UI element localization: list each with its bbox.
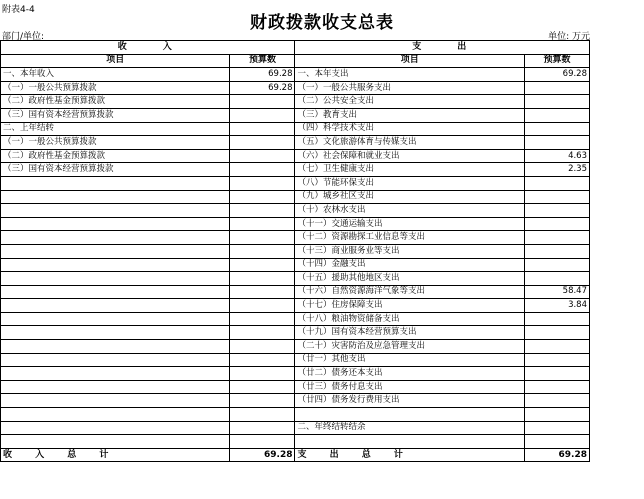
income-item-cell: 一、本年收入 [1,68,230,82]
income-item-cell [1,340,230,354]
income-amount-cell [230,95,295,109]
expense-header: 支 出 [295,41,590,55]
expense-item-cell: （四）科学技术支出 [295,122,524,136]
table-row [1,312,590,326]
income-item-cell [1,272,230,286]
table-row [1,299,590,313]
expense-item-cell: （六）社会保障和就业支出 [295,149,524,163]
income-amount-cell [230,244,295,258]
income-item-cell [1,367,230,381]
expense-amount-cell [524,244,589,258]
income-total-label: 收 入 总 计 [1,448,230,462]
expense-total-label: 支 出 总 计 [295,448,524,462]
expense-budget-header: 预算数 [524,54,589,68]
table-row [1,285,590,299]
income-item-cell [1,326,230,340]
expense-item-cell: （廿三）债务付息支出 [295,380,524,394]
income-amount-cell [230,258,295,272]
expense-item-cell: 一、本年支出 [295,68,524,82]
expense-item-cell: （廿二）债务还本支出 [295,367,524,381]
income-amount-cell [230,217,295,231]
income-amount-cell [230,136,295,150]
table-row [1,244,590,258]
expense-item-cell [295,435,524,449]
expense-amount-cell [524,394,589,408]
table-row [1,408,590,422]
income-amount-cell: 69.28 [230,68,295,82]
income-item-cell [1,408,230,422]
table-row [1,95,590,109]
expense-item-cell: （十）农林水支出 [295,204,524,218]
expense-item-cell: （十五）援助其他地区支出 [295,272,524,286]
table-row [1,258,590,272]
expense-amount-cell [524,326,589,340]
expense-item-cell: （十四）金融支出 [295,258,524,272]
income-amount-cell [230,231,295,245]
income-item-cell [1,421,230,435]
annex-label: 附表4-4 [2,5,35,15]
income-item-cell [1,176,230,190]
income-amount-cell [230,272,295,286]
expense-amount-cell [524,312,589,326]
expense-item-cell: （十六）自然资源海洋气象等支出 [295,285,524,299]
page-title: 财政拨款收支总表 [250,13,394,33]
expense-item-cell: （二）公共安全支出 [295,95,524,109]
expense-item-cell: （十三）商业服务业等支出 [295,244,524,258]
expense-item-cell: （十九）国有资本经营预算支出 [295,326,524,340]
income-amount-cell [230,299,295,313]
expense-amount-cell [524,258,589,272]
income-amount-cell [230,163,295,177]
table-row [1,326,590,340]
expense-item-cell: （七）卫生健康支出 [295,163,524,177]
expense-item-cell: （一）一般公共服务支出 [295,81,524,95]
expense-amount-cell [524,204,589,218]
expense-amount-cell [524,367,589,381]
expense-item-cell: （廿四）债务发行费用支出 [295,394,524,408]
income-amount-cell [230,380,295,394]
income-amount-cell [230,421,295,435]
expense-item-header: 项目 [295,54,524,68]
expense-amount-cell [524,190,589,204]
income-item-cell [1,244,230,258]
income-amount-cell [230,149,295,163]
table-row [1,136,590,150]
table-row [1,353,590,367]
table-row [1,204,590,218]
table-row [1,163,590,177]
expense-amount-cell: 4.63 [524,149,589,163]
expense-amount-cell [524,176,589,190]
income-item-cell [1,435,230,449]
income-amount-cell [230,435,295,449]
expense-item-cell: （十八）粮油物资储备支出 [295,312,524,326]
expense-amount-cell [524,136,589,150]
table-row [1,394,590,408]
table-row [1,176,590,190]
income-amount-cell [230,312,295,326]
table-row [1,149,590,163]
expense-item-cell [295,408,524,422]
income-item-header: 项目 [1,54,230,68]
expense-amount-cell [524,81,589,95]
totals-row [1,448,590,462]
income-amount-cell [230,108,295,122]
income-item-cell [1,190,230,204]
unit-label: 单位: 万元 [548,32,590,42]
income-item-cell [1,258,230,272]
expense-item-cell: （廿一）其他支出 [295,353,524,367]
table-row [1,122,590,136]
income-amount-cell [230,340,295,354]
income-item-cell [1,312,230,326]
expense-amount-cell: 2.35 [524,163,589,177]
department-label: 部门/单位: [2,32,45,42]
income-item-cell [1,299,230,313]
income-item-cell: （一）一般公共预算拨款 [1,136,230,150]
expense-amount-cell: 58.47 [524,285,589,299]
expense-item-cell: （三）教育支出 [295,108,524,122]
income-amount-cell [230,408,295,422]
income-amount-cell [230,122,295,136]
income-amount-cell [230,326,295,340]
income-item-cell [1,204,230,218]
table-row [1,190,590,204]
column-header-row [1,54,590,68]
table-row [1,81,590,95]
expense-amount-cell [524,421,589,435]
expense-amount-cell [524,353,589,367]
income-item-cell: （二）政府性基金预算拨款 [1,95,230,109]
expense-amount-cell [524,122,589,136]
expense-total-value: 69.28 [524,448,589,462]
income-amount-cell [230,285,295,299]
expense-item-cell: （九）城乡社区支出 [295,190,524,204]
table-row [1,231,590,245]
income-item-cell: （二）政府性基金预算拨款 [1,149,230,163]
income-item-cell: 二、上年结转 [1,122,230,136]
income-item-cell: （一）一般公共预算拨款 [1,81,230,95]
expense-amount-cell [524,380,589,394]
income-header: 收 入 [1,41,295,55]
income-amount-cell [230,204,295,218]
expense-item-cell: （二十）灾害防治及应急管理支出 [295,340,524,354]
income-budget-header: 预算数 [230,54,295,68]
expense-amount-cell [524,435,589,449]
expense-amount-cell [524,340,589,354]
expense-amount-cell: 3.84 [524,299,589,313]
expense-amount-cell: 69.28 [524,68,589,82]
expense-item-cell: （八）节能环保支出 [295,176,524,190]
table-row [1,108,590,122]
income-amount-cell [230,176,295,190]
income-amount-cell [230,367,295,381]
expense-item-cell: （十一）交通运输支出 [295,217,524,231]
income-total-value: 69.28 [230,448,295,462]
income-item-cell [1,285,230,299]
expense-amount-cell [524,217,589,231]
income-amount-cell: 69.28 [230,81,295,95]
expense-amount-cell [524,108,589,122]
income-amount-cell [230,394,295,408]
table-row [1,435,590,449]
income-item-cell [1,380,230,394]
income-amount-cell [230,190,295,204]
budget-table [0,40,590,462]
expense-amount-cell [524,95,589,109]
table-row [1,272,590,286]
table-row [1,68,590,82]
table-row [1,421,590,435]
income-item-cell [1,217,230,231]
income-item-cell [1,353,230,367]
table-row [1,217,590,231]
expense-item-cell: （十七）住房保障支出 [295,299,524,313]
expense-amount-cell [524,231,589,245]
table-row [1,380,590,394]
income-item-cell: （三）国有资本经营预算拨款 [1,163,230,177]
income-item-cell [1,231,230,245]
expense-amount-cell [524,272,589,286]
section-header-row [1,41,590,55]
expense-item-cell: （十二）资源勘探工业信息等支出 [295,231,524,245]
income-item-cell [1,394,230,408]
expense-amount-cell [524,408,589,422]
expense-item-cell: （五）文化旅游体育与传媒支出 [295,136,524,150]
table-row [1,367,590,381]
income-amount-cell [230,353,295,367]
expense-item-cell: 二、年终结转结余 [295,421,524,435]
table-row [1,340,590,354]
income-item-cell: （三）国有资本经营预算拨款 [1,108,230,122]
